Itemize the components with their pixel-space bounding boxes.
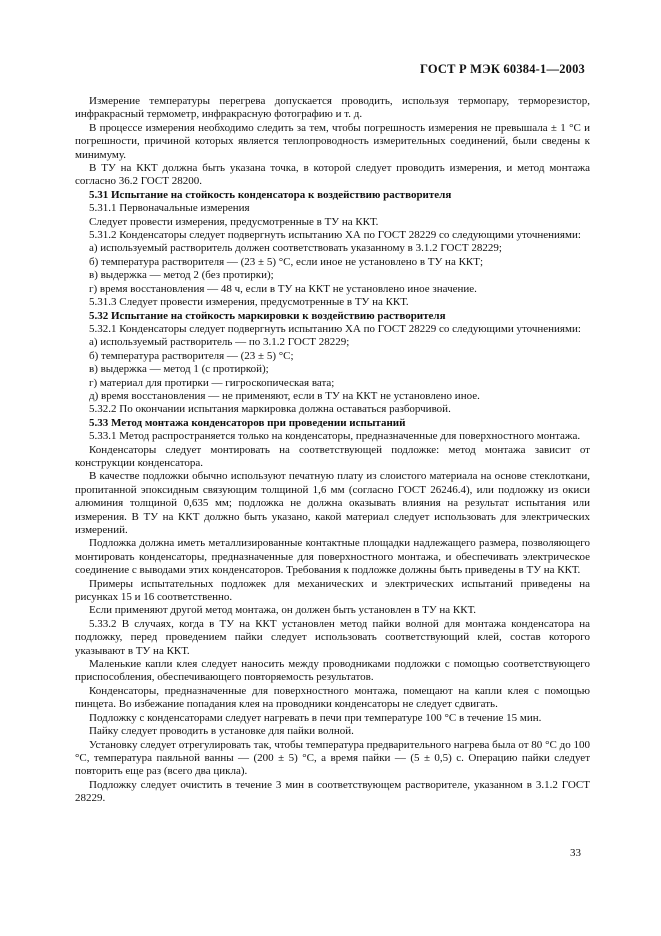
page-number: 33 [570, 847, 581, 859]
paragraph: Подложку с конденсаторами следует нагревать в печи при температуре 100 °С в течение 15 мин. [89, 711, 542, 724]
document-body [75, 95, 590, 806]
paragraph: 5.31.2 Конденсаторы следует подвергнуть испытанию ХА по ГОСТ 28229 со следующими уточнениями: [89, 229, 581, 242]
list-item: в) выдержка — метод 2 (без протирки); [89, 269, 274, 282]
paragraph: Измерение температуры перегрева допускается проводить, используя термопару, терморезистор, инфракрасный термометр, инфракрасную фотографию и т. д. [75, 95, 590, 121]
list-item: г) материал для протирки — гигроскопическая вата; [89, 376, 335, 389]
list-item: б) температура растворителя — (23 ± 5) °С; [89, 349, 294, 362]
section-heading: 5.33 Метод монтажа конденсаторов при проведении испытаний [89, 416, 406, 429]
list-item: д) время восстановления — не применяют, если в ТУ на ККТ не установлено иное. [89, 389, 480, 402]
section-heading: 5.31 Испытание на стойкость конденсатора к воздействию растворителя [89, 188, 452, 201]
page-header: ГОСТ Р МЭК 60384-1—2003 [420, 62, 585, 76]
paragraph: Подложку следует очистить в течение 3 мин в соответствующем растворителе, указанном в 3.1.2 ГОСТ 28229. [75, 778, 590, 805]
paragraph: 5.32.2 По окончании испытания маркировка должна оставаться разборчивой. [89, 403, 451, 416]
paragraph: Конденсаторы, предназначенные для поверхностного монтажа, помещают на капли клея с помощью пинцета. Во избежание попадания клея на проводники конденсаторы не следует сдвигать. [75, 684, 590, 711]
list-item: а) используемый растворитель должен соответствовать указанному в 3.1.2 ГОСТ 28229; [89, 242, 502, 255]
paragraph: 5.33.1 Метод распространяется только на конденсаторы, предназначенные для поверхностного монтажа. [89, 430, 581, 443]
paragraph: Конденсаторы следует монтировать на соответствующей подложке: метод монтажа зависит от конструкции конденсатора. [75, 443, 590, 469]
paragraph: Установку следует отрегулировать так, чтобы температура предварительного нагрева была от 80 °С до 100 °С, температура паяльной ванны — (200 ± 5) °С, а время пайки — (5 ± 0,5) с. Операцию пайки следует повторить еще раз (всего два цикла). [75, 738, 590, 778]
paragraph: В ТУ на ККТ должна быть указана точка, в которой следует проводить измерения, и метод монтажа согласно 36.2 ГОСТ 28200. [75, 162, 590, 188]
paragraph: 5.31.3 Следует провести измерения, предусмотренные в ТУ на ККТ. [89, 296, 409, 309]
paragraph: Маленькие капли клея следует наносить между проводниками подложки с помощью соответствующего приспособления, обеспечивающего повторяемость результатов. [75, 658, 590, 684]
paragraph: 5.31.1 Первоначальные измерения [89, 202, 250, 215]
paragraph: Если применяют другой метод монтажа, он должен быть установлен в ТУ на ККТ. [89, 604, 476, 617]
list-item: в) выдержка — метод 1 (с протиркой); [89, 363, 269, 376]
paragraph: 5.33.2 В случаях, когда в ТУ на ККТ установлен метод пайки волной для монтажа конденсатора на подложку, перед проведением пайки следует использовать соответствующий клей, состав которого указывают в ТУ на ККТ. [75, 617, 590, 657]
paragraph: В качестве подложки обычно используют печатную плату из слоистого материала на основе стеклоткани, пропитанной эпоксидным связующим толщиной 1,6 мм (согласно ГОСТ 26246.4), или подложку из окиси алюминия толщиной 0,635 мм; подложка не должна оказывать влияния на результат испытания или измерения. В ТУ на ККТ должно быть указано, какой материал следует использовать для электрических измерений. [75, 470, 590, 536]
paragraph: Подложка должна иметь металлизированные контактные площадки надлежащего размера, позволяющего монтировать конденсаторы, предназначенные для поверхностного монтажа, и обеспечивать электрическое соединение с выводами этих конденсаторов. Требования к подложке должны быть приведены в ТУ на ККТ. [75, 537, 590, 577]
paragraph: 5.32.1 Конденсаторы следует подвергнуть испытанию ХА по ГОСТ 28229 со следующими уточнениями: [89, 322, 581, 335]
section-heading: 5.32 Испытание на стойкость маркировки к воздействию растворителя [89, 309, 446, 322]
paragraph: Пайку следует проводить в установке для пайки волной. [89, 725, 354, 738]
paragraph: В процессе измерения необходимо следить за тем, чтобы погрешность измерения не превышала ± 1 °С и погрешности, причиной которых является теплопроводность измерительных соединений, были сведены к минимуму. [75, 121, 590, 161]
paragraph: Следует провести измерения, предусмотренные в ТУ на ККТ. [89, 215, 379, 228]
paragraph: Примеры испытательных подложек для механических и электрических испытаний приведены на рисунках 15 и 16 соответственно. [75, 577, 590, 604]
list-item: г) время восстановления — 48 ч, если в ТУ на ККТ не установлено иное значение. [89, 282, 477, 295]
list-item: б) температура растворителя — (23 ± 5) °С, если иное не установлено в ТУ на ККТ; [89, 255, 484, 268]
list-item: а) используемый растворитель — по 3.1.2 ГОСТ 28229; [89, 336, 350, 349]
